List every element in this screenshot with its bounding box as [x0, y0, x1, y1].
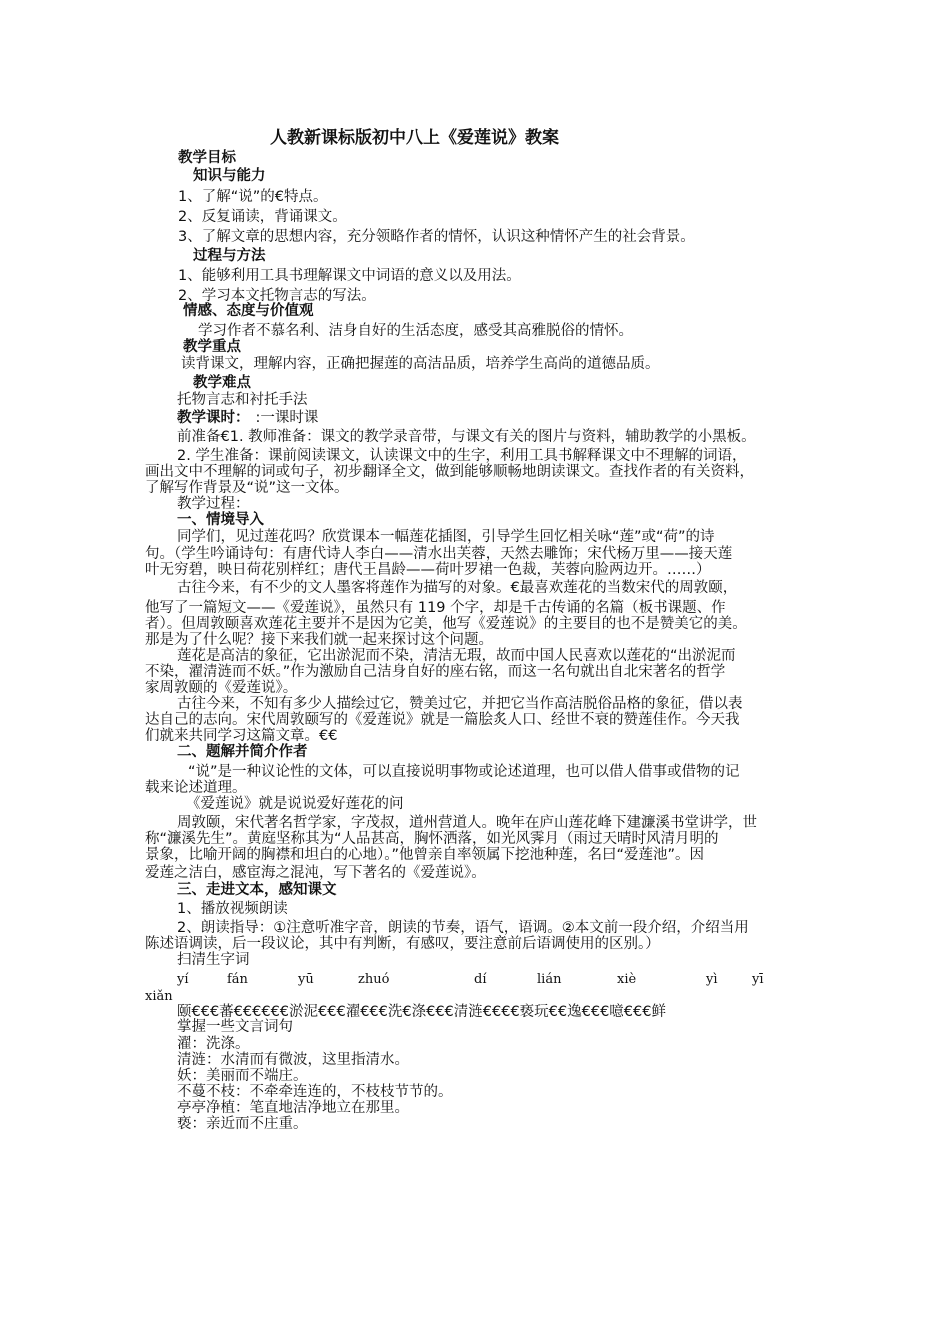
pinyin: xiè: [617, 972, 637, 987]
text-line: 掌握一些文言词句: [177, 1019, 293, 1035]
pinyin: fán: [227, 972, 248, 987]
vocab-item: 清涟：水清而有微波，这里指清水。: [177, 1052, 409, 1068]
hours-line: [177, 410, 318, 427]
text-line: 学习作者不慕名利、洁身自好的生活态度，感受其高雅脱俗的情怀。: [198, 323, 633, 339]
pinyin: dí: [474, 972, 487, 987]
text-line: 古往今来，不知有多少人描绘过它，赞美过它，并把它当作高洁脱俗品格的象征，借以表: [177, 696, 743, 712]
heading-section-1: 一、情境导入: [177, 512, 264, 528]
text-line: 教学过程：: [177, 496, 250, 512]
hours-text: :一课时课: [255, 410, 319, 426]
text-line: 周敦颐，宋代著名哲学家，字茂叔，道州营道人。晚年在庐山莲花峰下建濂溪书堂讲学，世: [177, 815, 757, 831]
vocab-item: 濯：洗涤。: [177, 1036, 250, 1052]
pinyin: xiǎn: [145, 989, 173, 1004]
text-line: 2、朗读指导：①注意听准字音，朗读的节奏，语气，语调。②本文前一段介绍，介绍当用: [177, 920, 749, 936]
text-line: 达自己的志向。宋代周敦颐写的《爱莲说》就是一篇脍炙人口、经世不衰的赞莲佳作。今天我: [145, 712, 740, 728]
text-line: 1、了解“说”的€特点。: [178, 189, 328, 205]
text-line: 不染，濯清涟而不妖。”作为激励自己洁身自好的座右铭，而这一名句就出自北宋著名的哲学: [145, 664, 726, 680]
pinyin-row: [0, 972, 950, 990]
heading-process: 过程与方法: [193, 248, 266, 264]
document-title: 人教新课标版初中八上《爱莲说》教案: [270, 128, 559, 148]
pinyin: yì: [706, 972, 718, 987]
text-line: 2、反复诵读，背诵课文。: [178, 209, 347, 225]
heading-section-2: 二、题解并简介作者: [177, 744, 308, 760]
text-line: 他写了一篇短文——《爱莲说》，虽然只有 119 个字，却是千古传诵的名篇（板书课题、作: [145, 600, 726, 616]
text-line: 同学们，见过莲花吗？欣赏课本一幅莲花插图，引导学生回忆相关咏“莲”或“荷”的诗: [177, 529, 715, 545]
text-line: 画出文中不理解的词或句子，初步翻译全文，做到能够顺畅地朗读课文。查找作者的有关资料，: [145, 464, 754, 480]
text-line: 读背课文，理解内容，正确把握莲的高洁品质，培养学生高尚的道德品质。: [181, 356, 660, 372]
text-line: 3、了解文章的思想内容，充分领略作者的情怀，认识这种情怀产生的社会背景。: [178, 229, 695, 245]
pinyin: yí: [177, 972, 189, 987]
text-line: “说”是一种议论性的文体，可以直接说明事物或论述道理，也可以借人借事或借物的记: [188, 764, 740, 780]
text-line: 了解写作背景及“说”这一文体。: [145, 480, 349, 496]
text-line: 前准备€1. 教师准备：课文的教学录音带，与课文有关的图片与资料，辅助教学的小黑板。: [177, 429, 756, 445]
text-line: 爱莲之洁白，感宦海之混沌，写下著名的《爱莲说》。: [145, 865, 486, 881]
text-line: 陈述语调读，后一段议论，其中有判断，有感叹，要注意前后语调使用的区别。）: [145, 936, 660, 952]
pinyin: lián: [537, 972, 562, 987]
text-line: 们就来共同学习这篇文章。€€: [145, 728, 338, 744]
text-line: 称“濂溪先生”。黄庭坚称其为“人品甚高，胸怀洒落，如光风霁月（雨过天晴时风清月明的: [145, 831, 719, 847]
vocab-item: 不蔓不枝：不牵牵连连的，不枝枝节节的。: [177, 1084, 453, 1100]
text-line: 1、播放视频朗读: [177, 901, 288, 917]
text-line: 扫清生字词: [177, 952, 250, 968]
text-line: 2. 学生准备：课前阅读课文，认读课文中的生字，利用工具书解释课文中不理解的词语，: [177, 448, 747, 464]
vocab-item: 亵：亲近而不庄重。: [177, 1116, 308, 1132]
text-line: 句。（学生吟诵诗句：有唐代诗人李白——清水出芙蓉，天然去雕饰；宋代杨万里——接天莲: [145, 546, 733, 562]
text-line: 莲花是高洁的象征，它出淤泥而不染，清洁无瑕，故而中国人民喜欢以莲花的“出淤泥而: [177, 648, 736, 664]
text-line: 载来论述道理。: [145, 780, 247, 796]
heading-difficulty: 教学难点: [193, 375, 251, 391]
text-line: 家周敦颐的《爱莲说》。: [145, 680, 298, 696]
heading-knowledge: 知识与能力: [193, 168, 266, 184]
text-line: 景象，比喻开阔的胸襟和坦白的心地）。”他曾亲自率领属下挖池种莲，名曰“爱莲池”。因: [145, 847, 705, 863]
text-line: 托物言志和衬托手法: [177, 392, 308, 408]
text-line: 1、能够利用工具书理解课文中词语的意义以及用法。: [178, 268, 521, 284]
pinyin: zhuó: [358, 972, 390, 987]
vocab-characters: 颐€€€蕃€€€€€€淤泥€€€濯€€€洗€涤€€€清涟€€€€亵玩€€逸€€€噫€€€鲜: [177, 1004, 666, 1020]
heading-key-points: 教学重点: [183, 339, 241, 355]
heading-goals: 教学目标: [178, 150, 236, 166]
text-line: 那是为了什么呢？接下来我们就一起来探讨这个问题。: [145, 632, 493, 648]
text-line: 《爱莲说》就是说说爱好莲花的问: [186, 796, 404, 812]
pinyin: yī: [752, 972, 764, 987]
hours-label: 教学课时：: [177, 410, 250, 426]
heading-section-3: 三、走进文本，感知课文: [177, 882, 337, 898]
vocab-item: 妖：美丽而不端庄。: [177, 1068, 308, 1084]
text-line: 2、学习本文托物言志的写法。: [178, 288, 376, 304]
pinyin: yū: [298, 972, 314, 987]
heading-emotion: 情感、态度与价值观: [183, 303, 314, 319]
vocab-item: 亭亭净植：笔直地洁净地立在那里。: [177, 1100, 409, 1116]
text-line: 古往今来，有不少的文人墨客将莲作为描写的对象。€最喜欢莲花的当数宋代的周敦颐，: [177, 580, 738, 596]
text-line: 叶无穷碧，映日荷花别样红；唐代王昌龄——荷叶罗裙一色裁，芙蓉向脸两边开。……）: [145, 562, 711, 578]
text-line: 者）。但周敦颐喜欢莲花主要并不是因为它美，他写《爱莲说》的主要目的也不是赞美它的美。: [145, 616, 747, 632]
